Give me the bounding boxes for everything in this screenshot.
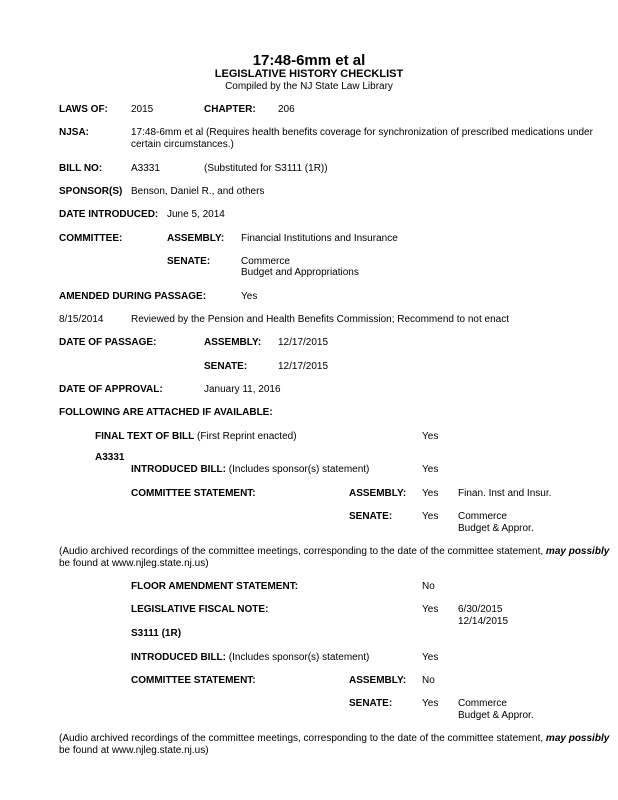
a3331-introduced-note: (Includes sponsor(s) statement) (228, 464, 370, 475)
final-text-note: (First Reprint enacted) (197, 431, 297, 442)
a3331-senate-value: Yes (422, 511, 439, 522)
passage-label: DATE OF PASSAGE: (59, 337, 157, 348)
passage-senate-label: SENATE: (204, 361, 248, 372)
committee-label: COMMITTEE: (59, 233, 123, 244)
compiled-by: Compiled by the NJ State Law Library (225, 81, 393, 92)
bill-no-label: BILL NO: (59, 163, 103, 174)
s3111-senate-value: Yes (422, 698, 439, 709)
audio-note-pre: (Audio archived recordings of the committee meetings, corresponding to the date of the committee statement, (59, 546, 546, 557)
passage-assembly-value: 12/17/2015 (278, 337, 329, 348)
amended-value: Yes (241, 291, 258, 302)
a3331-assembly-value: Yes (422, 488, 439, 499)
bill-no-value: A3331 (131, 163, 160, 174)
s3111-assembly-value: No (422, 675, 435, 686)
njsa-line1: 17:48-6mm et al (Requires health benefits coverage for synchronization of prescribed medications under (131, 127, 593, 138)
a3331-introduced-row (131, 464, 369, 476)
chapter-label: CHAPTER: (204, 104, 256, 115)
njsa-label: NJSA: (59, 127, 90, 138)
floor-amendment-label: FLOOR AMENDMENT STATEMENT: (131, 581, 299, 592)
audio-note2-pre: (Audio archived recordings of the committee meetings, corresponding to the date of the committee statement, (59, 733, 546, 744)
final-text-row (95, 431, 297, 443)
a3331-introduced-label: INTRODUCED BILL: (131, 464, 226, 475)
final-text-label: FINAL TEXT OF BILL (95, 431, 195, 442)
chapter-value: 206 (278, 104, 295, 115)
floor-amendment-value: No (422, 581, 435, 592)
a3331-assembly-note: Finan. Inst and Insur. (458, 488, 552, 499)
a3331-senate-note1: Commerce (458, 511, 507, 522)
s3111-introduced-note: (Includes sponsor(s) statement) (228, 652, 370, 663)
audio-note-emph: may possibly (545, 546, 610, 557)
page-title: 17:48-6mm et al (252, 52, 366, 69)
audio-note2-emph: may possibly (545, 733, 610, 744)
a3331-introduced-value: Yes (422, 464, 439, 475)
njsa-line2: certain circumstances.) (131, 139, 234, 150)
laws-of-value: 2015 (131, 104, 154, 115)
page-subtitle: LEGISLATIVE HISTORY CHECKLIST (214, 68, 404, 80)
s3111-introduced-value: Yes (422, 652, 439, 663)
laws-of-label: LAWS OF: (59, 104, 108, 115)
s3111-senate-note2: Budget & Appror. (458, 710, 534, 721)
committee-assembly-label: ASSEMBLY: (167, 233, 225, 244)
fiscal-note-value: Yes (422, 604, 439, 615)
s3111-committee-label: COMMITTEE STATEMENT: (131, 675, 256, 686)
committee-senate-line1: Commerce (241, 256, 290, 267)
passage-assembly-label: ASSEMBLY: (204, 337, 262, 348)
a3331-senate-label: SENATE: (349, 511, 393, 522)
review-date: 8/15/2014 (59, 314, 104, 325)
approval-label: DATE OF APPROVAL: (59, 384, 163, 395)
passage-senate-value: 12/17/2015 (278, 361, 329, 372)
audio-note2-line2: be found at www.njleg.state.nj.us) (59, 745, 209, 756)
s3111-assembly-label: ASSEMBLY: (349, 675, 407, 686)
approval-value: January 11, 2016 (204, 384, 281, 395)
s3111-label: S3111 (1R) (131, 628, 182, 639)
a3331-assembly-label: ASSEMBLY: (349, 488, 407, 499)
fiscal-note-date2: 12/14/2015 (458, 616, 509, 627)
date-introduced-label: DATE INTRODUCED: (59, 209, 159, 220)
committee-senate-line2: Budget and Appropriations (241, 267, 359, 278)
s3111-senate-note1: Commerce (458, 698, 507, 709)
bill-no-note: (Substituted for S3111 (1R)) (204, 163, 328, 174)
fiscal-note-date1: 6/30/2015 (458, 604, 503, 615)
audio-note-line2: be found at www.njleg.state.nj.us) (59, 558, 209, 569)
a3331-label: A3331 (95, 452, 125, 463)
s3111-senate-label: SENATE: (349, 698, 393, 709)
review-text: Reviewed by the Pension and Health Benefits Commission; Recommend to not enact (131, 314, 509, 325)
attached-label: FOLLOWING ARE ATTACHED IF AVAILABLE: (59, 407, 273, 418)
a3331-committee-label: COMMITTEE STATEMENT: (131, 488, 256, 499)
audio-note2-line1 (59, 733, 609, 745)
amended-label: AMENDED DURING PASSAGE: (59, 291, 207, 302)
committee-assembly-value: Financial Institutions and Insurance (241, 233, 398, 244)
final-text-value: Yes (422, 431, 439, 442)
sponsors-label: SPONSOR(S) (59, 186, 123, 197)
s3111-introduced-label: INTRODUCED BILL: (131, 652, 226, 663)
committee-senate-label: SENATE: (167, 256, 211, 267)
a3331-senate-note2: Budget & Appror. (458, 523, 534, 534)
audio-note-line1 (59, 546, 609, 558)
date-introduced-value: June 5, 2014 (167, 209, 225, 220)
fiscal-note-label: LEGISLATIVE FISCAL NOTE: (131, 604, 269, 615)
s3111-introduced-row (131, 652, 369, 664)
sponsors-value: Benson, Daniel R., and others (131, 186, 265, 197)
